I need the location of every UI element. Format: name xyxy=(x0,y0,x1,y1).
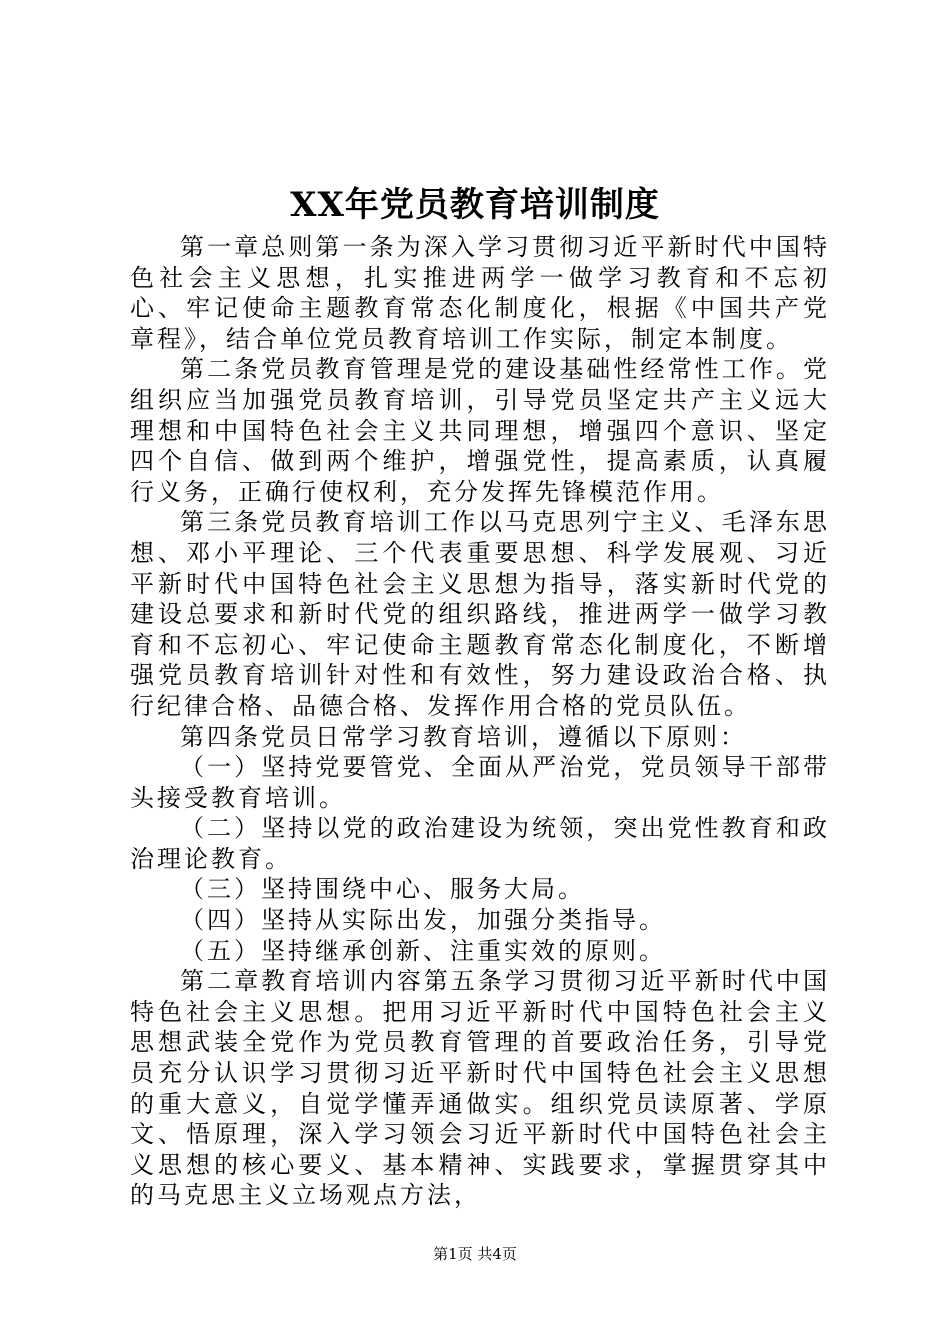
principle-item-3: （三）坚持围绕中心、服务大局。 xyxy=(180,875,585,904)
principle-item-1: （一）坚持党要管党、全面从严治党，党员领导干部带头接受教育培训。 xyxy=(130,753,830,812)
paragraph-article3: 第三条党员教育培训工作以马克思列宁主义、毛泽东思想、邓小平理论、三个代表重要思想、科学发展观、习近平新时代中国特色社会主义思想为指导，落实新时代党的建设总要求和新时代党的组织路线，推进两学一做学习教育和不忘初心、牢记使命主题教育常态化制度化，不断增强党员教育培训针对性和有效性，努力建设政治合格、执行纪律合格、品德合格、发挥作用合格的党员队伍。 xyxy=(130,508,830,720)
paragraph-chapter2-article5: 第二章教育培训内容第五条学习贯彻习近平新时代中国特色社会主义思想。把用习近平新时代中国特色社会主义思想武装全党作为党员教育管理的首要政治任务，引导党员充分认识学习贯彻习近平新时代中国特色社会主义思想的重大意义，自觉学懂弄通做实。组织党员读原著、学原文、悟原理，深入学习领会习近平新时代中国特色社会主义思想的核心要义、基本精神、实践要求，掌握贯穿其中的马克思主义立场观点方法， xyxy=(130,967,830,1210)
paragraph-chapter1-article1: 第一章总则第一条为深入学习贯彻习近平新时代中国特色社会主义思想，扎实推进两学一做学习教育和不忘初心、牢记使命主题教育常态化制度化，根据《中国共产党章程》，结合单位党员教育培训工作实际，制定本制度。 xyxy=(130,233,830,353)
page-number-footer: 第1页 共4页 xyxy=(433,1245,517,1263)
principle-item-4: （四）坚持从实际出发，加强分类指导。 xyxy=(180,906,666,935)
principle-item-2: （二）坚持以党的政治建设为统领，突出党性教育和政治理论教育。 xyxy=(130,814,830,873)
principle-item-5: （五）坚持继承创新、注重实效的原则。 xyxy=(180,936,666,965)
document-title: XX年党员教育培训制度 xyxy=(290,185,660,225)
document-body xyxy=(130,232,830,1211)
paragraph-article4: 第四条党员日常学习教育培训，遵循以下原则： xyxy=(180,722,747,751)
paragraph-article2: 第二条党员教育管理是党的建设基础性经常性工作。党组织应当加强党员教育培训，引导党员坚定共产主义远大理想和中国特色社会主义共同理想，增强四个意识、坚定四个自信、做到两个维护，增强党性，提高素质，认真履行义务，正确行使权利，充分发挥先锋模范作用。 xyxy=(130,355,830,506)
